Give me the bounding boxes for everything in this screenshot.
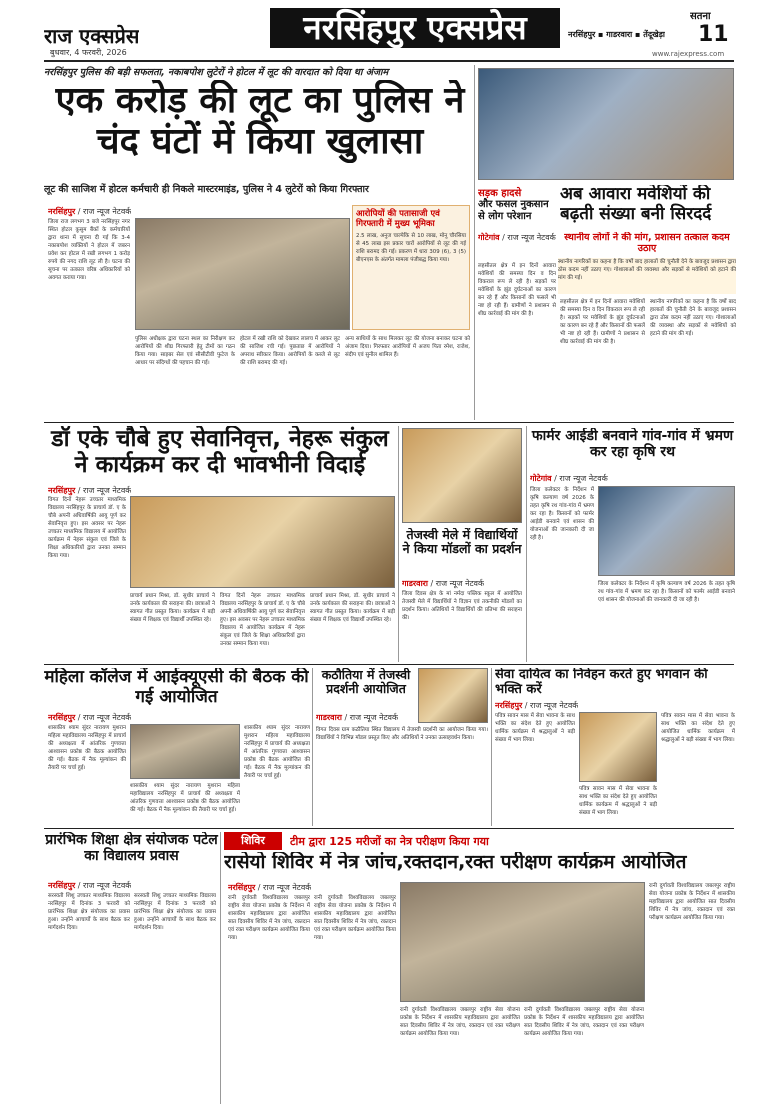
district-item: नरसिंहपुर — [568, 30, 596, 39]
seva-body-2: पवित्र सावन मास में सेवा भावना के साथ भक्ति का संदेश देते हुए आयोजित धार्मिक कार्यक्रम में श्रद्धालुओं ने बड़ी संख्या में भाग लिया। — [579, 786, 657, 816]
retire-headline: डॉ एके चौबे हुए सेवानिवृत्त, नेहरू संकुल ने कार्यक्रम कर दी भावभीनी विदाई — [51, 426, 389, 479]
sidebox-body: 2.5 लाख, अनुज चाल्पेकि से 10 लाख, मोनू चौरसिया से 45 लाख इस प्रकार चारों आरोपियों से लूट की गई राशि बरामद की गई। प्रकरण में धारा 309 (6), 3 (5) बीएनएस के अंतर्गत मामला पंजीबद्ध किया गया। — [356, 233, 466, 263]
fair-photo — [402, 428, 522, 523]
retire-photo — [130, 496, 395, 588]
cattle-subhead: स्थानीय लोगों ने की मांग, प्रशासन तत्काल कदम उठाए — [564, 232, 730, 254]
kathautiya-headline: कठौतिया में तेजस्वी प्रदर्शनी आयोजित — [321, 668, 411, 697]
header-rule — [44, 60, 734, 62]
lead-sidebox — [352, 205, 470, 330]
iqac-body-3: शासकीय श्याम सुंदर नारायण मुशरान महिला महाविद्यालय नरसिंहपुर में प्राचार्य की अध्यक्षता में आंतरिक गुणवत्ता आश्वासन प्रकोष्ठ की बैठक आयोजित की गई। बैठक में नैक मूल्यांकन की तैयारी पर चर्चा हुई। — [244, 725, 310, 779]
byline-place: नरसिंहपुर — [48, 881, 76, 890]
iqac-headline: महिला कॉलेज में आईक्यूएसी की बैठक की गई आयोजित — [44, 668, 309, 707]
sidebox-title: आरोपियों की पतासाजी एवं गिरफ्तारी में मुख्य भूमिका — [356, 209, 440, 229]
column-divider — [491, 668, 492, 826]
district-list: नरसिंहपुर ▪ गाडरवारा ▪ तेंदूखेड़ा — [568, 30, 665, 39]
column-divider — [220, 832, 221, 1104]
camp-kicker: टीम द्वारा 125 मरीजों का नेत्र परीक्षण किया गया — [290, 835, 489, 848]
lead-body-col1: जिला राज लगभग 3 बजे नरसिंहपुर नगर स्थित होटल कुसुम बैंकों के कर्मचारियों द्वारा थाना में सूचना दी गई कि 3-4 नकाबपोश व्यक्तियों ने होटल में जबरन प्रवेश कर होटल में रखी लगभग 1 करोड़ रुपये की नगद राशि लूट ली है। घटना की सूचना पर तत्काल वरिष्ठ अधिकारियों को अवगत कराया गया। — [48, 219, 130, 281]
lead-headline: एक करोड़ की लूट का पुलिस ने चंद घंटों में किया खुलासा — [55, 80, 465, 163]
iqac-photo — [130, 724, 240, 779]
vidyalaya-byline: नरसिंहपुर / राज न्यूज नेटवर्क — [48, 881, 132, 890]
byline-place: नरसिंहपुर — [48, 486, 76, 495]
camp-byline: नरसिंहपुर / राज न्यूज नेटवर्क — [228, 883, 312, 892]
byline-source: राज न्यूज नेटवर्क — [507, 233, 556, 242]
masthead-bar — [0, 0, 778, 60]
lead-body-col2: पुलिस अधीक्षक द्वारा घटना स्थल का निरीक्षण कर आरोपियों की शीघ्र गिरफ्तारी हेतु टीमों का गठन किया गया। साइबर सेल एवं सीसीटीवी फुटेज के आधार पर संदिग्धों की पहचान की गई। — [135, 336, 235, 366]
byline-place: नरसिंहपुर — [48, 713, 76, 722]
lead-kicker: नरसिंहपुर पुलिस की बड़ी सफलता, नकाबपोश लुटेरों ने होटल में लूट की वारदात को दिया था अंजाम — [44, 67, 389, 78]
vidyalaya-body-2: सरस्वती शिशु उच्चतर माध्यमिक विद्यालय नरसिंहपुर में दिनांक 3 फरवरी को प्रारंभिक शिक्षा क्षेत्र संयोजक का प्रवास हुआ। उन्होंने आचार्यों के साथ बैठक कर मार्गदर्शन दिया। — [134, 893, 216, 931]
byline-place: नरसिंहपुर — [48, 207, 76, 216]
city-edition: राज एक्सप्रेस — [44, 24, 140, 48]
kathautiya-byline: गाडरवारा / राज न्यूज नेटवर्क — [316, 713, 399, 722]
camp-body-2: रानी दुर्गावती विश्वविद्यालय जबलपुर राष्ट्रीय सेवा योजना प्रकोष्ठ के निर्देशन में शासकीय महाविद्यालय द्वारा आयोजित सात दिवसीय शिविर में नेत्र जांच, रक्तदान एवं रक्त परीक्षण कार्यक्रम आयोजित किया गया। — [314, 895, 396, 941]
iqac-body: शासकीय श्याम सुंदर नारायण मुशरान महिला महाविद्यालय नरसिंहपुर में प्राचार्य की अध्यक्षता में आंतरिक गुणवत्ता आश्वासन प्रकोष्ठ की बैठक आयोजित की गई। बैठक में नैक मूल्यांकन की तैयारी पर चर्चा हुई। — [48, 725, 126, 771]
iqac-body-2: शासकीय श्याम सुंदर नारायण मुशरान महिला महाविद्यालय नरसिंहपुर में प्राचार्य की अध्यक्षता में आंतरिक गुणवत्ता आश्वासन प्रकोष्ठ की बैठक आयोजित की गई। बैठक में नैक मूल्यांकन की तैयारी पर चर्चा हुई। — [130, 783, 240, 813]
byline-place: गाडरवारा — [316, 713, 342, 722]
farmer-photo — [598, 486, 735, 576]
byline-source: राज न्यूज नेटवर्क — [263, 883, 312, 892]
fair-headline: तेजस्वी मेले में विद्यार्थियों ने किया मॉडलों का प्रदर्शन — [402, 528, 522, 557]
retire-body-col3: विगत दिनों नेहरू उच्चतर माध्यमिक विद्यालय नरसिंहपुर के प्राचार्य डॉ. ए के चौबे अपनी अधिवार्षिकी आयु पूर्ण कर सेवानिवृत्त हुए। इस अवसर पर नेहरू उच्चतर माध्यमिक विद्यालय में आयोजित कार्यक्रम में नेहरू संकुल एवं जिले के शिक्षा अधिकारियों द्वारा उनका सम्मान किया गया। — [220, 593, 305, 647]
district-item: तेंदूखेड़ा — [643, 30, 665, 39]
byline-source: राज न्यूज नेटवर्क — [83, 713, 132, 722]
fair-body: जिला दिवस क्षेत्र के मां नर्मदा पब्लिक स्कूल में आयोजित तेजस्वी मेले में विद्यार्थियों ने विज्ञान एवं तकनीकी मॉडलों का प्रदर्शन किया। अतिथियों ने विद्यार्थियों की प्रतिभा की सराहना की। — [402, 591, 522, 621]
cattle-body: लहसीतल क्षेत्र में इन दिनों आवारा मवेशियों की समस्या दिन व दिन विकराल रूप ले रही है। सड़कों पर मवेशियों के झुंड दुर्घटनाओं का कारण बन रहे हैं और किसानों की फसलें भी नष्ट हो रही हैं। ग्रामीणों ने प्रशासन से शीघ्र कार्रवाई की मांग की है। — [478, 263, 556, 317]
cattle-tag-red: सड़क हादसे — [478, 188, 522, 199]
iqac-byline: नरसिंहपुर / राज न्यूज नेटवर्क — [48, 713, 132, 722]
byline-source: राज न्यूज नेटवर्क — [83, 881, 132, 890]
seva-headline: सेवा दायित्व का निर्वहन करते हुए भगवान की भक्ति करें — [495, 668, 708, 697]
farmer-body-2: जिला कलेक्टर के निर्देशन में कृषि कल्याण वर्ष 2026 के तहत कृषि रथ गांव-गांव में भ्रमण कर रहा है। किसानों को फार्मर आईडी बनवाने एवं शासन की योजनाओं की जानकारी दी जा रही है। — [598, 581, 735, 603]
section-rule — [44, 828, 734, 829]
section-rule — [44, 664, 734, 665]
date-line: बुधवार, 4 फरवरी, 2026 — [50, 48, 127, 57]
lead-photo — [135, 218, 350, 330]
fair-byline: गाडरवारा / राज न्यूज नेटवर्क — [402, 579, 485, 588]
site-url[interactable]: www.rajexpress.com — [652, 50, 725, 58]
seva-body: पवित्र सावन मास में सेवा भावना के साथ भक्ति का संदेश देते हुए आयोजित धार्मिक कार्यक्रम में श्रद्धालुओं ने बड़ी संख्या में भाग लिया। — [495, 713, 575, 743]
byline-place: गोटेगांव — [478, 233, 500, 242]
camp-photo — [400, 882, 645, 1002]
cattle-photo — [478, 68, 734, 180]
byline-place: नरसिंहपुर — [495, 701, 523, 710]
camp-body-4: रानी दुर्गावती विश्वविद्यालय जबलपुर राष्ट्रीय सेवा योजना प्रकोष्ठ के निर्देशन में शासकीय महाविद्यालय द्वारा आयोजित सात दिवसीय शिविर में नेत्र जांच, रक्तदान एवं रक्त परीक्षण कार्यक्रम आयोजित किया गया। — [524, 1007, 644, 1037]
camp-headline: रासेयो शिविर में नेत्र जांच,रक्तदान,रक्त परीक्षण कार्यक्रम आयोजित — [224, 852, 687, 873]
column-divider — [474, 65, 475, 420]
vidyalaya-body: सरस्वती शिशु उच्चतर माध्यमिक विद्यालय नरसिंहपुर में दिनांक 3 फरवरी को प्रारंभिक शिक्षा क्षेत्र संयोजक का प्रवास हुआ। उन्होंने आचार्यों के साथ बैठक कर मार्गदर्शन दिया। — [48, 893, 130, 931]
retire-body-col4: प्राचार्य प्रधान मिश्रा, डॉ. सुधीर प्राचार्य ने उनके कार्यकाल की सराहना की। छात्राओं ने स्वागत गीत प्रस्तुत किया। कार्यक्रम में बड़ी संख्या में शिक्षक एवं विद्यार्थी उपस्थित रहे। — [310, 593, 395, 623]
camp-body: रानी दुर्गावती विश्वविद्यालय जबलपुर राष्ट्रीय सेवा योजना प्रकोष्ठ के निर्देशन में शासकीय महाविद्यालय द्वारा आयोजित सात दिवसीय शिविर में नेत्र जांच, रक्तदान एवं रक्त परीक्षण कार्यक्रम आयोजित किया गया। — [228, 895, 310, 941]
lead-subhead: लूट की साजिश में होटल कर्मचारी ही निकले मास्टरमाइंड, पुलिस ने 4 लुटेरों को किया गिरफ्तार — [44, 184, 369, 195]
farmer-body: जिला कलेक्टर के निर्देशन में कृषि कल्याण वर्ष 2026 के तहत कृषि रथ गांव-गांव में भ्रमण कर रहा है। किसानों को फार्मर आईडी बनवाने एवं शासन की योजनाओं की जानकारी दी जा रही है। — [530, 487, 594, 541]
byline-source: राज न्यूज नेटवर्क — [83, 486, 132, 495]
column-divider — [312, 668, 313, 826]
byline-source: राज न्यूज नेटवर्क — [559, 474, 608, 483]
byline-place: नरसिंहपुर — [228, 883, 256, 892]
section-rule — [44, 422, 734, 423]
kathautiya-body: विगत दिवस ग्राम कठौतिया स्थित विद्यालय में तेजस्वी प्रदर्शनी का आयोजन किया गया। विद्यार्थियों ने विभिन्न मॉडल प्रस्तुत किए और अतिथियों ने उनका उत्साहवर्धन किया। — [316, 727, 488, 741]
cattle-tag — [478, 185, 558, 223]
lead-byline: नरसिंहपुर / राज न्यूज नेटवर्क — [48, 207, 132, 216]
camp-body-3: रानी दुर्गावती विश्वविद्यालय जबलपुर राष्ट्रीय सेवा योजना प्रकोष्ठ के निर्देशन में शासकीय महाविद्यालय द्वारा आयोजित सात दिवसीय शिविर में नेत्र जांच, रक्तदान एवं रक्त परीक्षण कार्यक्रम आयोजित किया गया। — [400, 1007, 520, 1037]
column-divider — [526, 426, 527, 662]
byline-source: राज न्यूज नेटवर्क — [435, 579, 485, 588]
byline-source: राज न्यूज नेटवर्क — [83, 207, 132, 216]
vidyalaya-headline: प्रारंभिक शिक्षा क्षेत्र संयोजक पटेल का विद्यालय प्रवास — [45, 832, 218, 865]
seva-byline: नरसिंहपुर / राज न्यूज नेटवर्क — [495, 701, 579, 710]
column-divider — [398, 426, 399, 662]
retire-byline: नरसिंहपुर / राज न्यूज नेटवर्क — [48, 486, 132, 495]
byline-source: राज न्यूज नेटवर्क — [530, 701, 579, 710]
cattle-body-2: लहसीतल क्षेत्र में इन दिनों आवारा मवेशियों की समस्या दिन व दिन विकराल रूप ले रही है। सड़कों पर मवेशियों के झुंड दुर्घटनाओं का कारण बन रहे हैं और किसानों की फसलें भी नष्ट हो रही हैं। ग्रामीणों ने प्रशासन से शीघ्र कार्रवाई की मांग की है। — [560, 299, 645, 345]
farmer-byline: गोटेगांव / राज न्यूज नेटवर्क — [530, 474, 608, 483]
seva-photo — [579, 712, 657, 782]
retire-body-col2: प्राचार्य प्रधान मिश्रा, डॉ. सुधीर प्राचार्य ने उनके कार्यकाल की सराहना की। छात्राओं ने स्वागत गीत प्रस्तुत किया। कार्यक्रम में बड़ी संख्या में शिक्षक एवं विद्यार्थी उपस्थित रहे। — [130, 593, 215, 623]
camp-body-5: रानी दुर्गावती विश्वविद्यालय जबलपुर राष्ट्रीय सेवा योजना प्रकोष्ठ के निर्देशन में शासकीय महाविद्यालय द्वारा आयोजित सात दिवसीय शिविर में नेत्र जांच, रक्तदान एवं रक्त परीक्षण कार्यक्रम आयोजित किया गया। — [649, 883, 735, 921]
cattle-intro: स्थानीय नागरिकों का कहना है कि वर्षों बाद हालातों की चुनौती देने के बावजूद प्रशासन द्वारा ठोस कदम नहीं उठाए गए। गोशालाओं की व्यवस्था और सड़कों से मवेशियों को हटाने की मांग की गई। — [558, 258, 736, 294]
kathautiya-photo — [418, 668, 488, 723]
cattle-headline: अब आवारा मवेशियों की बढ़ती संख्या बनी सिरदर्द — [560, 185, 712, 224]
city-label: सतना — [690, 11, 711, 22]
cattle-body-3: स्थानीय नागरिकों का कहना है कि वर्षों बाद हालातों की चुनौती देने के बावजूद प्रशासन द्वारा ठोस कदम नहीं उठाए गए। गोशालाओं की व्यवस्था और सड़कों से मवेशियों को हटाने की मांग की गई। — [650, 299, 736, 337]
lead-body-col4: अन्य साथियों के साथ मिलकर लूट की योजना बनाकर घटना को अंजाम दिया। गिरफ्तार आरोपियों में अजय पिता रमेश, राजेश, संदीप एवं सुनील शामिल हैं। — [345, 336, 470, 358]
district-item: गाडरवारा — [606, 30, 633, 39]
byline-source: राज न्यूज नेटवर्क — [349, 713, 399, 722]
byline-place: गोटेगांव — [530, 474, 552, 483]
lead-body-col3: होटल में रखी राशि को देखकर लालच में आकर लूट की साजिश रची गई। पूछताछ में आरोपियों ने अपराध स्वीकार किया। आरोपियों के कब्जे से लूट की राशि बरामद की गई। — [240, 336, 340, 366]
cattle-tag-text: और फसल नुकसान से लोग परेशान — [478, 199, 549, 222]
seva-body-3: पवित्र सावन मास में सेवा भावना के साथ भक्ति का संदेश देते हुए आयोजित धार्मिक कार्यक्रम में श्रद्धालुओं ने बड़ी संख्या में भाग लिया। — [661, 713, 735, 743]
camp-tag: शिविर — [224, 832, 282, 850]
page-number: 11 — [698, 22, 729, 47]
cattle-byline: गोटेगांव / राज न्यूज नेटवर्क — [478, 233, 556, 242]
masthead-title: नरसिंहपुर एक्सप्रेस — [270, 8, 560, 48]
farmer-headline: फार्मर आईडी बनवाने गांव-गांव में भ्रमण कर रहा कृषि रथ — [531, 428, 734, 461]
byline-place: गाडरवारा — [402, 579, 428, 588]
retire-body-col1: विगत दिनों नेहरू उच्चतर माध्यमिक विद्यालय नरसिंहपुर के प्राचार्य डॉ. ए के चौबे अपनी अधिवार्षिकी आयु पूर्ण कर सेवानिवृत्त हुए। इस अवसर पर नेहरू उच्चतर माध्यमिक विद्यालय में आयोजित कार्यक्रम में नेहरू संकुल एवं जिले के शिक्षा अधिकारियों द्वारा उनका सम्मान किया गया। — [48, 497, 126, 559]
